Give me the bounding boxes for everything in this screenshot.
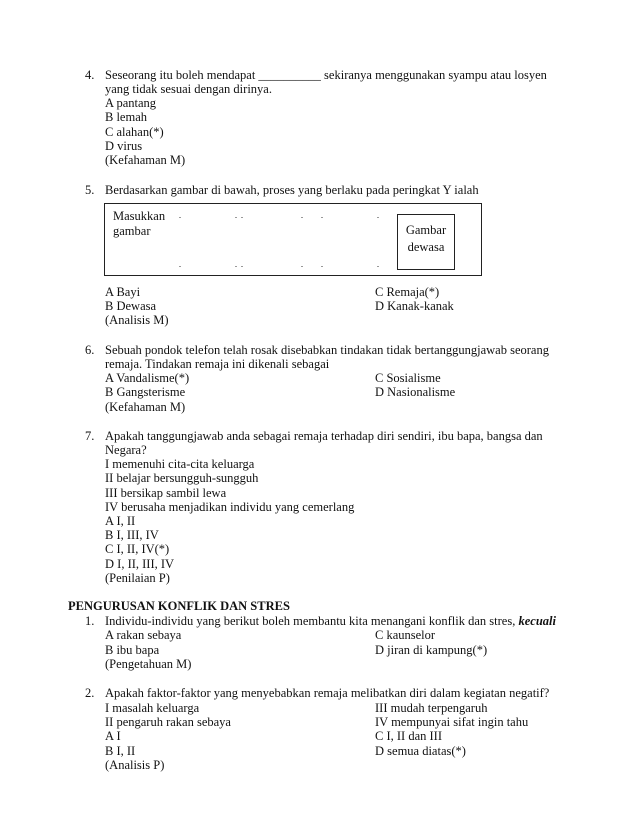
question-number: 6. — [85, 343, 95, 357]
cognitive-level: (Analisis M) — [105, 313, 169, 327]
cognitive-level: (Analisis P) — [105, 758, 165, 772]
option-d: D I, II, III, IV — [105, 557, 175, 571]
question-number: 7. — [85, 429, 95, 443]
question-number: 5. — [85, 183, 95, 197]
statement-iii: III mudah terpengaruh — [375, 701, 488, 715]
question-number: 1. — [85, 614, 95, 628]
question-text: Apakah faktor-faktor yang menyebabkan remaja melibatkan diri dalam kegiatan negatif? — [105, 686, 550, 700]
process-diagram — [104, 203, 482, 276]
option-c: C I, II dan III — [375, 729, 442, 743]
statement-i: I memenuhi cita-cita keluarga — [105, 457, 255, 471]
cognitive-level: (Penilaian P) — [105, 571, 170, 585]
option-c: C I, II, IV(*) — [105, 542, 170, 556]
option-d: D virus — [105, 139, 143, 153]
question-text: Berdasarkan gambar di bawah, proses yang berlaku pada peringkat Y ialah — [105, 183, 479, 197]
option-c: C Remaja(*) — [375, 285, 440, 299]
statement-iv: IV mempunyai sifat ingin tahu — [375, 715, 529, 729]
cognitive-level: (Kefahaman M) — [105, 153, 186, 167]
option-a: A I — [105, 729, 121, 743]
cognitive-level: (Kefahaman M) — [105, 400, 186, 414]
statement-ii: II pengaruh rakan sebaya — [105, 715, 231, 729]
question-text: yang tidak sesuai dengan dirinya. — [105, 82, 272, 96]
diagram-output-box: Gambar dewasa — [397, 214, 455, 270]
option-c: C kaunselor — [375, 628, 436, 642]
question-text: Sebuah pondok telefon telah rosak disebabkan tindakan tidak bertanggungjawab seorang — [105, 343, 549, 357]
question-text: remaja. Tindakan remaja ini dikenali sebagai — [105, 357, 330, 371]
cognitive-level: (Pengetahuan M) — [105, 657, 192, 671]
statement-ii: II belajar bersungguh-sungguh — [105, 471, 259, 485]
option-d: D semua diatas(*) — [375, 744, 466, 758]
option-b: B ibu bapa — [105, 643, 160, 657]
option-a: A rakan sebaya — [105, 628, 182, 642]
option-a: A Vandalisme(*) — [105, 371, 190, 385]
option-b: B I, III, IV — [105, 528, 159, 542]
option-c: C Sosialisme — [375, 371, 441, 385]
option-b: B lemah — [105, 110, 148, 124]
option-b: B Dewasa — [105, 299, 157, 313]
option-c: C alahan(*) — [105, 125, 164, 139]
option-a: A I, II — [105, 514, 136, 528]
option-b: B Gangsterisme — [105, 385, 186, 399]
option-a: A pantang — [105, 96, 157, 110]
question-text: Apakah tanggungjawab anda sebagai remaja terhadap diri sendiri, ibu bapa, bangsa dan — [105, 429, 543, 443]
statement-iii: III bersikap sambil lewa — [105, 486, 227, 500]
option-d: D jiran di kampung(*) — [375, 643, 488, 657]
diagram-input-label: Masukkan gambar — [113, 209, 166, 238]
statement-i: I masalah keluarga — [105, 701, 200, 715]
question-text: Individu-individu yang berikut boleh membantu kita menangani konflik dan stres, kecuali — [105, 614, 556, 628]
section-title: PENGURUSAN KONFLIK DAN STRES — [68, 599, 290, 613]
option-d: D Kanak-kanak — [375, 299, 454, 313]
option-b: B I, II — [105, 744, 136, 758]
option-a: A Bayi — [105, 285, 141, 299]
question-text: Seseorang itu boleh mendapat __________ sekiranya menggunakan syampu atau losyen — [105, 68, 547, 82]
statement-iv: IV berusaha menjadikan individu yang cemerlang — [105, 500, 355, 514]
question-text: Negara? — [105, 443, 147, 457]
question-number: 2. — [85, 686, 95, 700]
keyword-exception: kecuali — [518, 614, 556, 628]
option-d: D Nasionalisme — [375, 385, 456, 399]
question-number: 4. — [85, 68, 95, 82]
